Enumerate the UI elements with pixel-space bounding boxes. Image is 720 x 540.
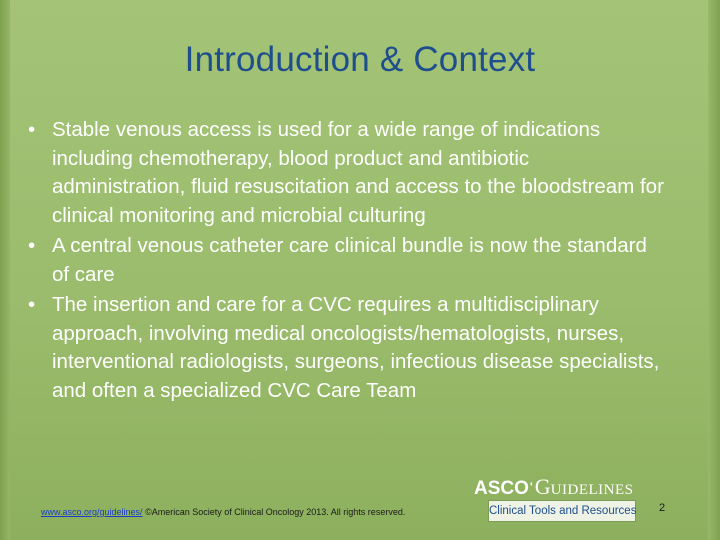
slide-left-edge bbox=[0, 0, 10, 540]
logo-tagline: Clinical Tools and Resources bbox=[488, 500, 636, 522]
bullet-icon: • bbox=[28, 118, 36, 141]
footer bbox=[41, 507, 405, 517]
logo-asco: ASCO bbox=[474, 478, 529, 499]
bullet-item bbox=[28, 291, 668, 405]
bullet-text: The insertion and care for a CVC requires a multidisciplinary approach, involving medical oncologists/hematologists, nurses, interventional radiologists, surgeons, infectious disease specialists, and often a specialized CVC Care Team bbox=[52, 293, 660, 402]
bullet-icon: • bbox=[28, 234, 36, 257]
logo-uidelines: UIDELINES bbox=[550, 482, 634, 498]
bullet-text: Stable venous access is used for a wide range of indications including chemotherapy, blood product and antibiotic administration, fluid resuscitation and access to the bloodstream for clinical monitoring and microbial culturing bbox=[52, 118, 664, 227]
logo-separator: ' bbox=[529, 480, 533, 494]
logo-g: G bbox=[534, 474, 551, 499]
slide-title: Introduction & Context bbox=[184, 40, 536, 79]
guidelines-link[interactable]: www.asco.org/guidelines/ bbox=[41, 507, 143, 517]
page-number: 2 bbox=[659, 502, 666, 514]
bullet-text: A central venous catheter care clinical bundle is now the standard of care bbox=[52, 234, 647, 286]
logo-wordmark bbox=[474, 476, 644, 498]
bullet-list bbox=[28, 116, 668, 407]
bullet-icon: • bbox=[28, 293, 36, 316]
asco-guidelines-logo bbox=[472, 474, 642, 522]
bullet-item bbox=[28, 116, 668, 230]
slide-right-edge bbox=[708, 0, 720, 540]
copyright-text: ©American Society of Clinical Oncology 2013. All rights reserved. bbox=[145, 507, 406, 517]
bullet-item bbox=[28, 232, 668, 289]
